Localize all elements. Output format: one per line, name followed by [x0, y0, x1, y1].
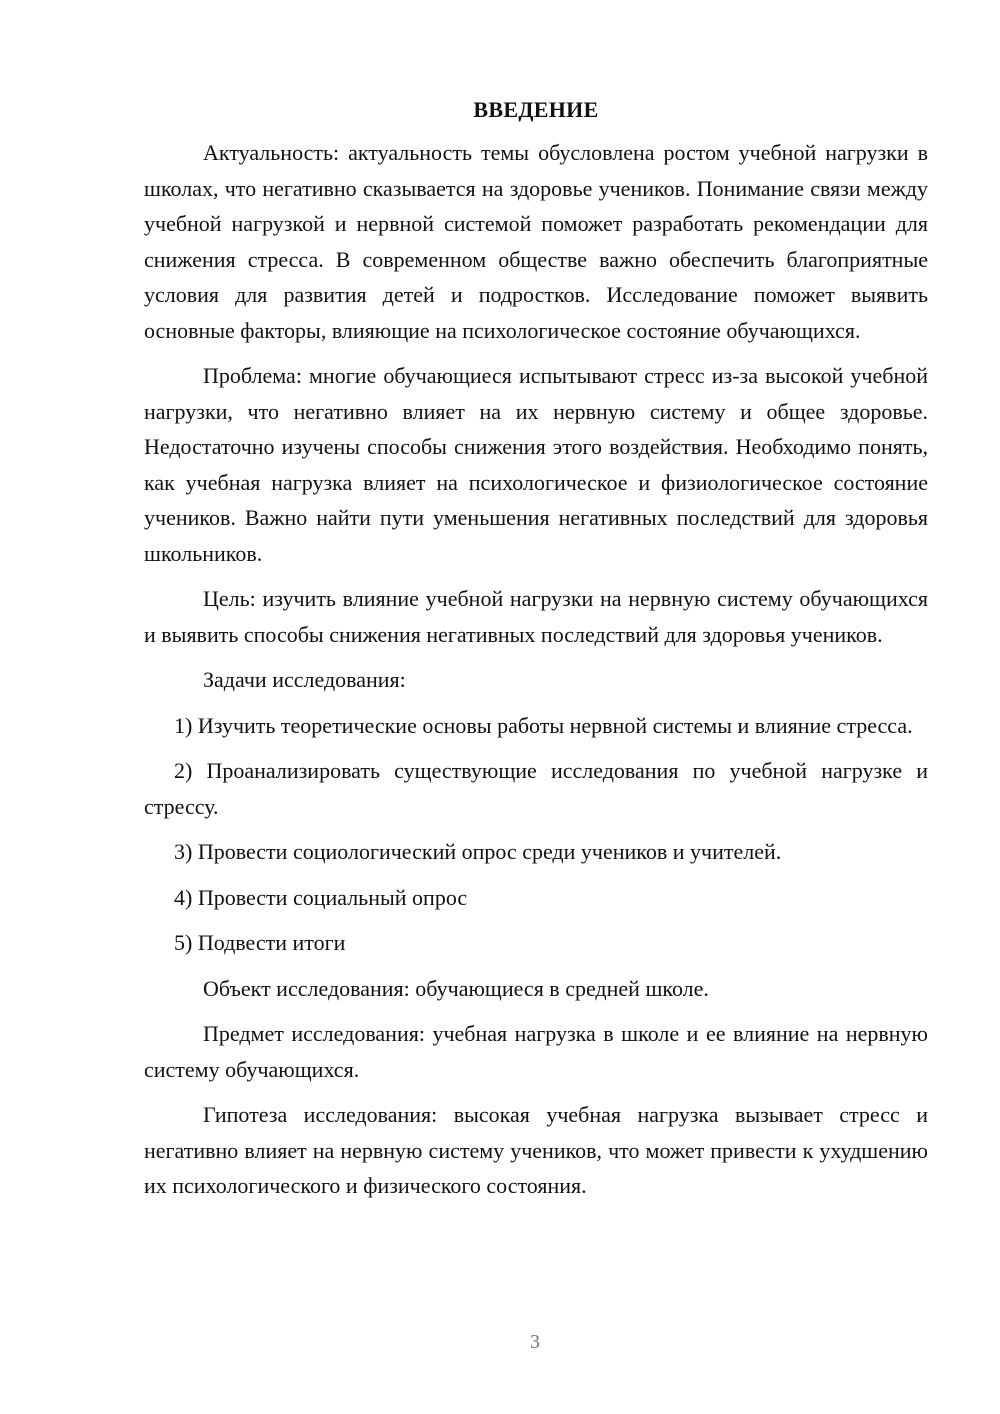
task-item-4: 4) Провести социальный опрос: [174, 884, 468, 910]
tasks-heading: Задачи исследования:: [203, 667, 406, 692]
page-title: ВВЕДЕНИЕ: [473, 97, 599, 122]
page-content: [144, 92, 928, 1204]
paragraph-object: Объект исследования: обучающиеся в средней школе.: [203, 975, 709, 1001]
task-item-1: 1) Изучить теоретические основы работы нервной системы и влияние стресса.: [174, 712, 913, 738]
paragraph-goal: Цель: изучить влияние учебной нагрузки на нервную систему обучающихся и выявить способы снижения негативных последствий для здоровья учеников.: [144, 586, 928, 647]
paragraph-subject: Предмет исследования: учебная нагрузка в школе и ее влияние на нервную систему обучающихся.: [144, 1021, 928, 1082]
paragraph-hypothesis: Гипотеза исследования: высокая учебная нагрузка вызывает стресс и негативно влияет на нервную систему учеников, что может привести к ухудшению их психологического и физического состояния.: [144, 1102, 928, 1198]
task-item-5: 5) Подвести итоги: [174, 930, 346, 955]
task-item-2: 2) Проанализировать существующие исследования по учебной нагрузке и стрессу.: [144, 758, 928, 819]
paragraph-problem: Проблема: многие обучающиеся испытывают стресс из-за высокой учебной нагрузки, что негативно влияет на их нервную систему и общее здоровье. Недостаточно изучены способы снижения этого воздействия. Необходимо понять, как учебная нагрузка влияет на психологическое и физиологическое состояние учеников. Важно найти пути уменьшения негативных последствий для здоровья школьников.: [144, 363, 928, 566]
task-item-3: 3) Провести социологический опрос среди учеников и учителей.: [174, 839, 782, 864]
paragraph-relevance: Актуальность: актуальность темы обусловлена ростом учебной нагрузки в школах, что негативно сказывается на здоровье учеников. Понимание связи между учебной нагрузкой и нервной системой поможет разработать рекомендации для снижения стресса. В современном обществе важно обеспечить благоприятные условия для развития детей и подростков. Исследование поможет выявить основные факторы, влияющие на психологическое состояние обучающихся.: [144, 140, 928, 343]
page-number: 3: [530, 1331, 540, 1353]
